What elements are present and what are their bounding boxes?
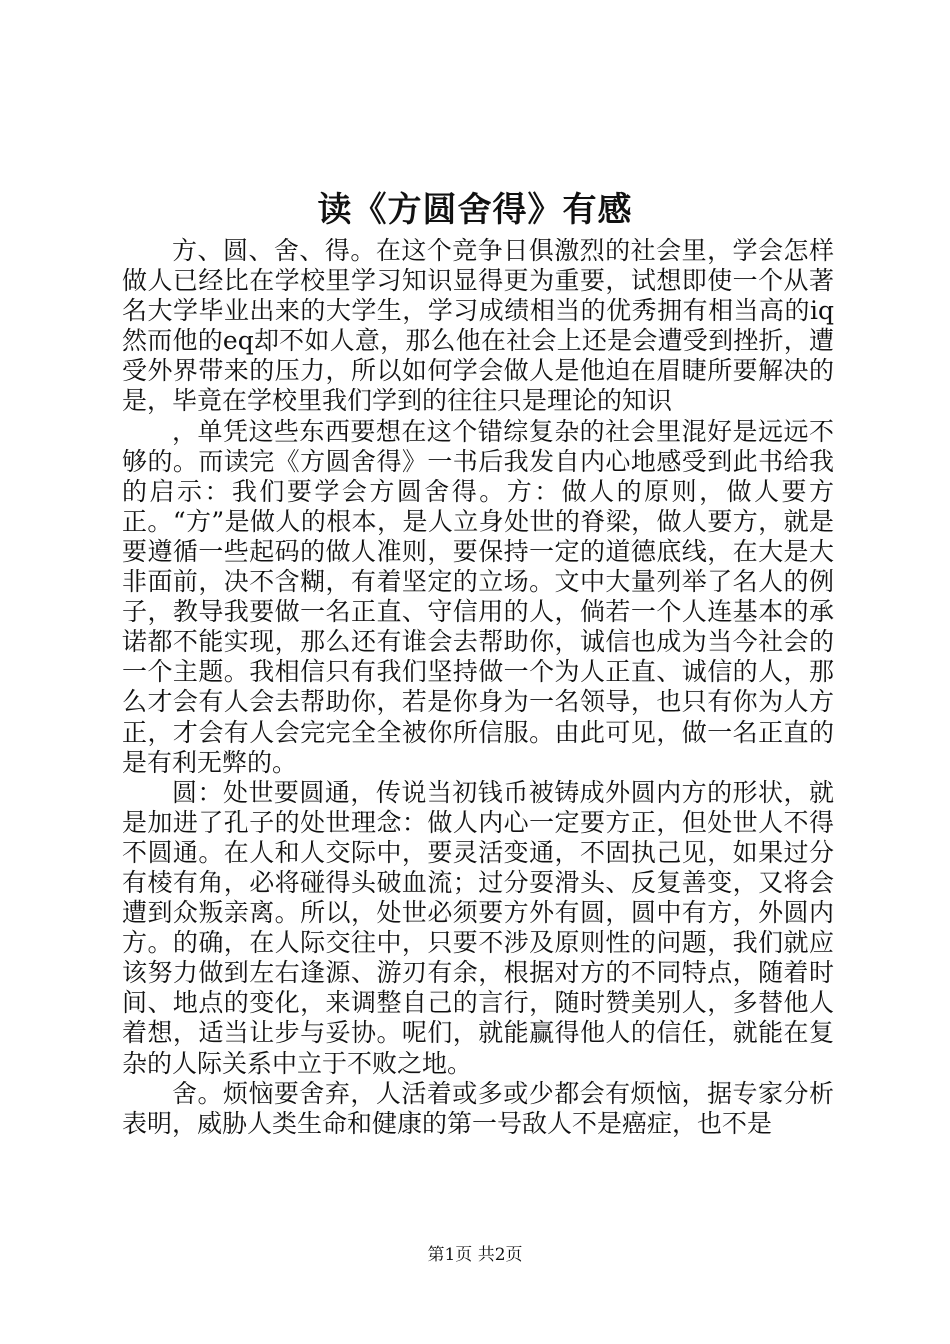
paragraph-4: 舍。烦恼要舍弃，人活着或多或少都会有烦恼，据专家分析表明，威胁人类生命和健康的第一号敌人不是癌症，也不是	[122, 1078, 834, 1138]
document-body	[122, 236, 834, 1139]
document-title: 读《方圆舍得》有感	[317, 190, 633, 230]
paragraph-2: ，单凭这些东西要想在这个错综复杂的社会里混好是远远不够的。而读完《方圆舍得》一书后我发自内心地感受到此书给我的启示：我们要学会方圆舍得。方：做人的原则，做人要方正。“方”是做人的根本，是人立身处世的脊梁，做人要方，就是要遵循一些起码的做人准则，要保持一定的道德底线，在大是大非面前，决不含糊，有着坚定的立场。文中大量列举了名人的例子，教导我要做一名正直、守信用的人，倘若一个人连基本的承诺都不能实现，那么还有谁会去帮助你，诚信也成为当今社会的一个主题。我相信只有我们坚持做一个为人正直、诚信的人，那么才会有人会去帮助你，若是你身为一名领导，也只有你为人方正，才会有人会完完全全被你所信服。由此可见，做一名正直的是有利无弊的。	[122, 416, 834, 777]
page-footer: 第1页 共2页	[427, 1245, 523, 1265]
paragraph-1: 方、圆、舍、得。在这个竞争日俱激烈的社会里，学会怎样做人已经比在学校里学习知识显得更为重要，试想即使一个从著名大学毕业出来的大学生，学习成绩相当的优秀拥有相当高的iq然而他的eq却不如人意，那么他在社会上还是会遭受到挫折，遭受外界带来的压力，所以如何学会做人是他迫在眉睫所要解决的是，毕竟在学校里我们学到的往往只是理论的知识	[122, 236, 834, 416]
paragraph-3: 圆：处世要圆通，传说当初钱币被铸成外圆内方的形状，就是加进了孔子的处世理念：做人内心一定要方正，但处世人不得不圆通。在人和人交际中，要灵活变通，不固执己见，如果过分有棱有角，必将碰得头破血流；过分耍滑头、反复善变，又将会遭到众叛亲离。所以，处世必须要方外有圆，圆中有方，外圆内方。的确，在人际交往中，只要不涉及原则性的问题，我们就应该努力做到左右逢源、游刃有余，根据对方的不同特点，随着时间、地点的变化，来调整自己的言行，随时赞美别人，多替他人着想，适当让步与妥协。呢们，就能赢得他人的信任，就能在复杂的人际关系中立于不败之地。	[122, 777, 834, 1078]
